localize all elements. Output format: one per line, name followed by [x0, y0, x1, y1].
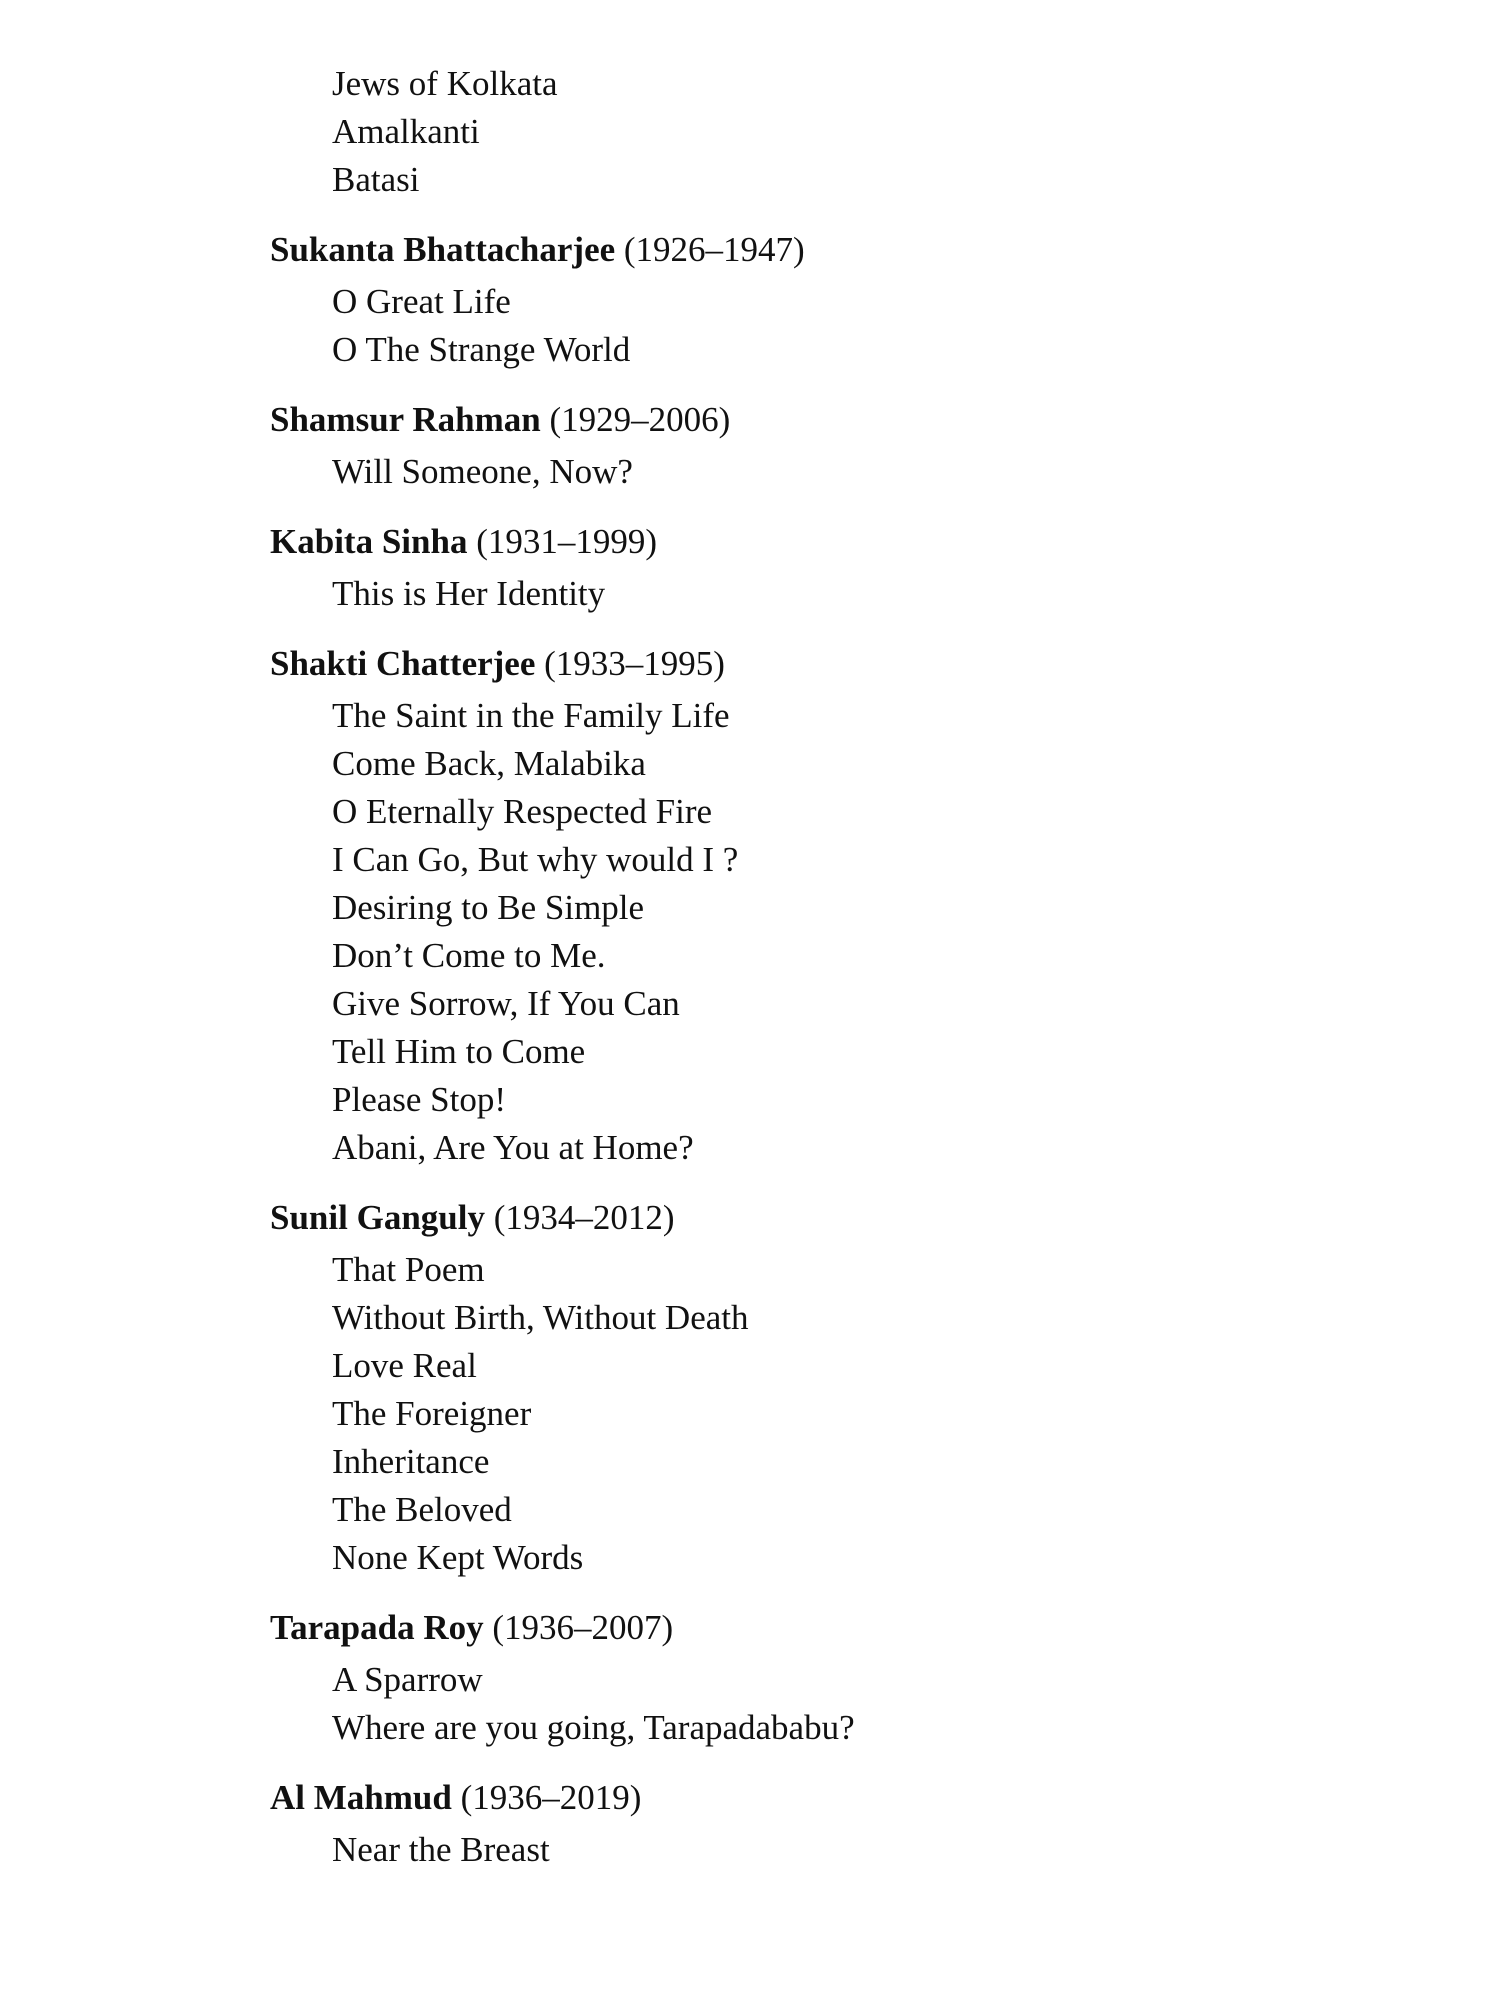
poem-title: The Saint in the Family Life	[332, 696, 730, 735]
author-heading	[270, 226, 1370, 274]
author-section	[270, 1194, 1370, 1582]
poem-title: Tell Him to Come	[332, 1032, 586, 1071]
intro-title-group	[270, 60, 1370, 204]
author-heading	[270, 396, 1370, 444]
poem-title: A Sparrow	[332, 1660, 483, 1699]
author-years: (1931–1999)	[476, 522, 658, 561]
author-years: (1929–2006)	[549, 400, 731, 439]
author-section	[270, 396, 1370, 496]
poem-title: Give Sorrow, If You Can	[332, 984, 680, 1023]
author-heading	[270, 1194, 1370, 1242]
poem-title: O The Strange World	[332, 330, 631, 369]
author-years: (1936–2007)	[492, 1608, 674, 1647]
poem-title: The Foreigner	[332, 1394, 532, 1433]
poem-title: This is Her Identity	[332, 574, 606, 613]
poem-title: Love Real	[332, 1346, 477, 1385]
author-name: Sunil Ganguly	[270, 1198, 485, 1237]
author-heading	[270, 518, 1370, 566]
author-years: (1934–2012)	[493, 1198, 675, 1237]
poem-title: That Poem	[332, 1250, 485, 1289]
author-years: (1933–1995)	[544, 644, 725, 683]
poem-title: The Beloved	[332, 1490, 512, 1529]
poem-title: Desiring to Be Simple	[332, 888, 645, 927]
author-years: (1936–2019)	[460, 1778, 642, 1817]
author-heading	[270, 640, 1370, 688]
poem-title: Near the Breast	[332, 1830, 550, 1869]
author-section	[270, 640, 1370, 1172]
poem-title: Where are you going, Tarapadababu?	[332, 1708, 855, 1747]
poem-title: Batasi	[332, 160, 420, 199]
author-name: Kabita Sinha	[270, 522, 468, 561]
author-name: Tarapada Roy	[270, 1608, 484, 1647]
author-heading	[270, 1604, 1370, 1652]
author-name: Sukanta Bhattacharjee	[270, 230, 616, 269]
poem-title: Abani, Are You at Home?	[332, 1128, 694, 1167]
poem-title: Don’t Come to Me.	[332, 936, 606, 975]
poem-title: Amalkanti	[332, 112, 480, 151]
poem-title: Will Someone, Now?	[332, 452, 633, 491]
poem-title: None Kept Words	[332, 1538, 584, 1577]
author-section	[270, 1774, 1370, 1874]
contents-list	[270, 60, 1370, 1874]
author-name: Shakti Chatterjee	[270, 644, 536, 683]
poem-title: O Eternally Respected Fire	[332, 792, 713, 831]
author-name: Shamsur Rahman	[270, 400, 541, 439]
poem-title: Come Back, Malabika	[332, 744, 646, 783]
author-years: (1926–1947)	[623, 230, 805, 269]
poem-title: Inheritance	[332, 1442, 490, 1481]
author-name: Al Mahmud	[270, 1778, 452, 1817]
author-section	[270, 226, 1370, 374]
author-section	[270, 1604, 1370, 1752]
poem-title: Please Stop!	[332, 1080, 507, 1119]
poem-title: O Great Life	[332, 282, 511, 321]
author-heading	[270, 1774, 1370, 1822]
poem-title: Jews of Kolkata	[332, 64, 558, 103]
author-section	[270, 518, 1370, 618]
poem-title: Without Birth, Without Death	[332, 1298, 749, 1337]
poem-title: I Can Go, But why would I ?	[332, 840, 739, 879]
